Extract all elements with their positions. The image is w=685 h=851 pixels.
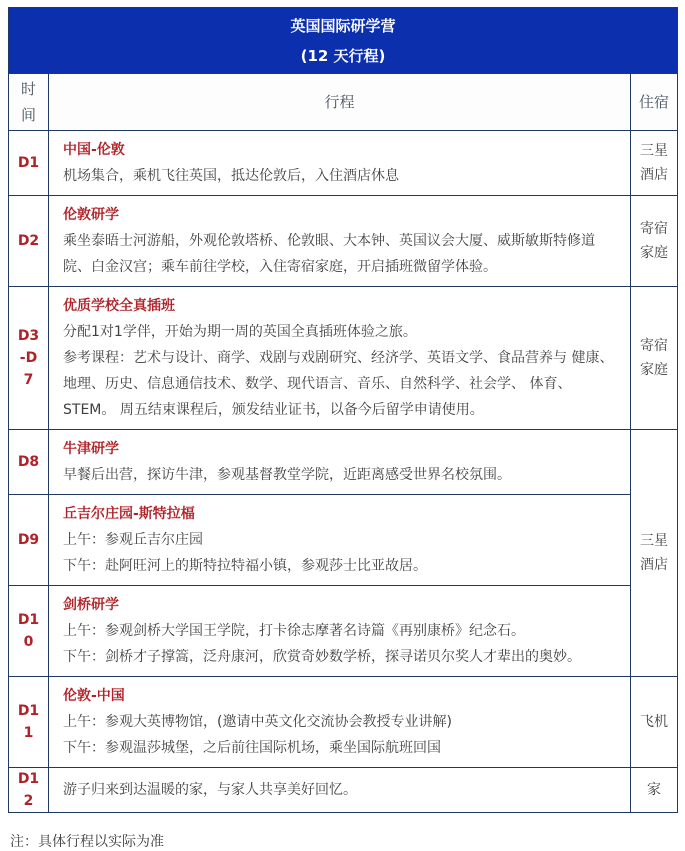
row-line: 游子归来到达温暖的家，与家人共享美好回忆。 (63, 782, 357, 798)
table-row (9, 430, 678, 495)
itinerary-table (8, 7, 678, 813)
itinerary-cell (49, 768, 631, 813)
row-line: 上午：参观丘吉尔庄园 (63, 532, 203, 548)
itinerary-cell (49, 131, 631, 196)
column-header-time: 时间 (9, 74, 49, 131)
row-title: 优质学校全真插班 (63, 298, 175, 314)
row-line: 早餐后出营，探访牛津，参观基督教堂学院，近距离感受世界名校氛围。 (63, 467, 511, 483)
row-line: 下午：赴阿旺河上的斯特拉特福小镇，参观莎士比亚故居。 (63, 558, 427, 574)
table-row (9, 196, 678, 287)
row-line: 下午：剑桥才子撑篙，泛舟康河，欣赏奇妙数学桥，探寻诺贝尔奖人才辈出的奥妙。 (63, 649, 581, 665)
day-cell: D11 (9, 677, 49, 768)
day-cell: D2 (9, 196, 49, 287)
row-title: 剑桥研学 (63, 597, 119, 613)
stay-cell: 家 (631, 768, 678, 813)
table-row (9, 495, 678, 586)
column-header-stay: 住宿 (631, 74, 678, 131)
stay-cell: 寄宿家庭 (631, 287, 678, 430)
day-cell: D3-D7 (9, 287, 49, 430)
table-row (9, 677, 678, 768)
footnote: 注：具体行程以实际为准 (10, 834, 164, 850)
itinerary-page (0, 7, 685, 850)
itinerary-cell (49, 430, 631, 495)
day-cell: D8 (9, 430, 49, 495)
camp-subtitle: (12 天行程) (300, 46, 386, 65)
row-line: 上午：参观大英博物馆，(邀请中英文化交流协会教授专业讲解) (63, 714, 452, 730)
table-row (9, 768, 678, 813)
itinerary-cell (49, 196, 631, 287)
itinerary-cell (49, 495, 631, 586)
table-row (9, 586, 678, 677)
camp-title: 英国国际研学营 (290, 16, 396, 35)
day-cell: D9 (9, 495, 49, 586)
table-banner-row (9, 8, 678, 74)
itinerary-cell (49, 287, 631, 430)
row-line: 分配1对1学伴，开始为期一周的英国全真插班体验之旅。 (63, 324, 417, 340)
row-title: 牛津研学 (63, 441, 119, 457)
table-row (9, 287, 678, 430)
row-title: 伦敦研学 (63, 207, 119, 223)
row-line: 参考课程：艺术与设计、商学、戏剧与戏剧研究、经济学、英语文学、食品营养与 健康、地理、历史、信息通信技术、数学、现代语言、音乐、自然科学、社会学、 体育、STEM。 周五结束课程后，颁发结业证书，以备今后留学申请使用。 (63, 350, 614, 418)
day-cell: D10 (9, 586, 49, 677)
row-title: 丘吉尔庄园-斯特拉楅 (63, 506, 195, 522)
day-cell: D12 (9, 768, 49, 813)
column-header-row (9, 74, 678, 131)
row-line: 机场集合，乘机飞往英国，抵达伦敦后，入住酒店休息 (63, 168, 399, 184)
stay-cell: 寄宿家庭 (631, 196, 678, 287)
column-header-itinerary: 行程 (49, 74, 631, 131)
row-title: 中国-伦敦 (63, 142, 125, 158)
row-line: 乘坐泰晤士河游船，外观伦敦塔桥、伦敦眼、大本钟、英国议会大厦、威斯敏斯特修道院、白金汉宫；乘车前往学校，入住寄宿家庭，开启插班微留学体验。 (63, 233, 595, 275)
row-title: 伦敦-中国 (63, 688, 125, 704)
itinerary-cell (49, 586, 631, 677)
day-cell: D1 (9, 131, 49, 196)
stay-cell: 三星酒店 (631, 131, 678, 196)
row-line: 下午：参观温莎城堡，之后前往国际机场，乘坐国际航班回国 (63, 740, 441, 756)
stay-cell: 三星酒店 (631, 430, 678, 677)
itinerary-cell (49, 677, 631, 768)
table-row (9, 131, 678, 196)
table-banner (9, 8, 678, 74)
row-line: 上午：参观剑桥大学国王学院，打卡徐志摩著名诗篇《再别康桥》纪念石。 (63, 623, 525, 639)
stay-cell: 飞机 (631, 677, 678, 768)
